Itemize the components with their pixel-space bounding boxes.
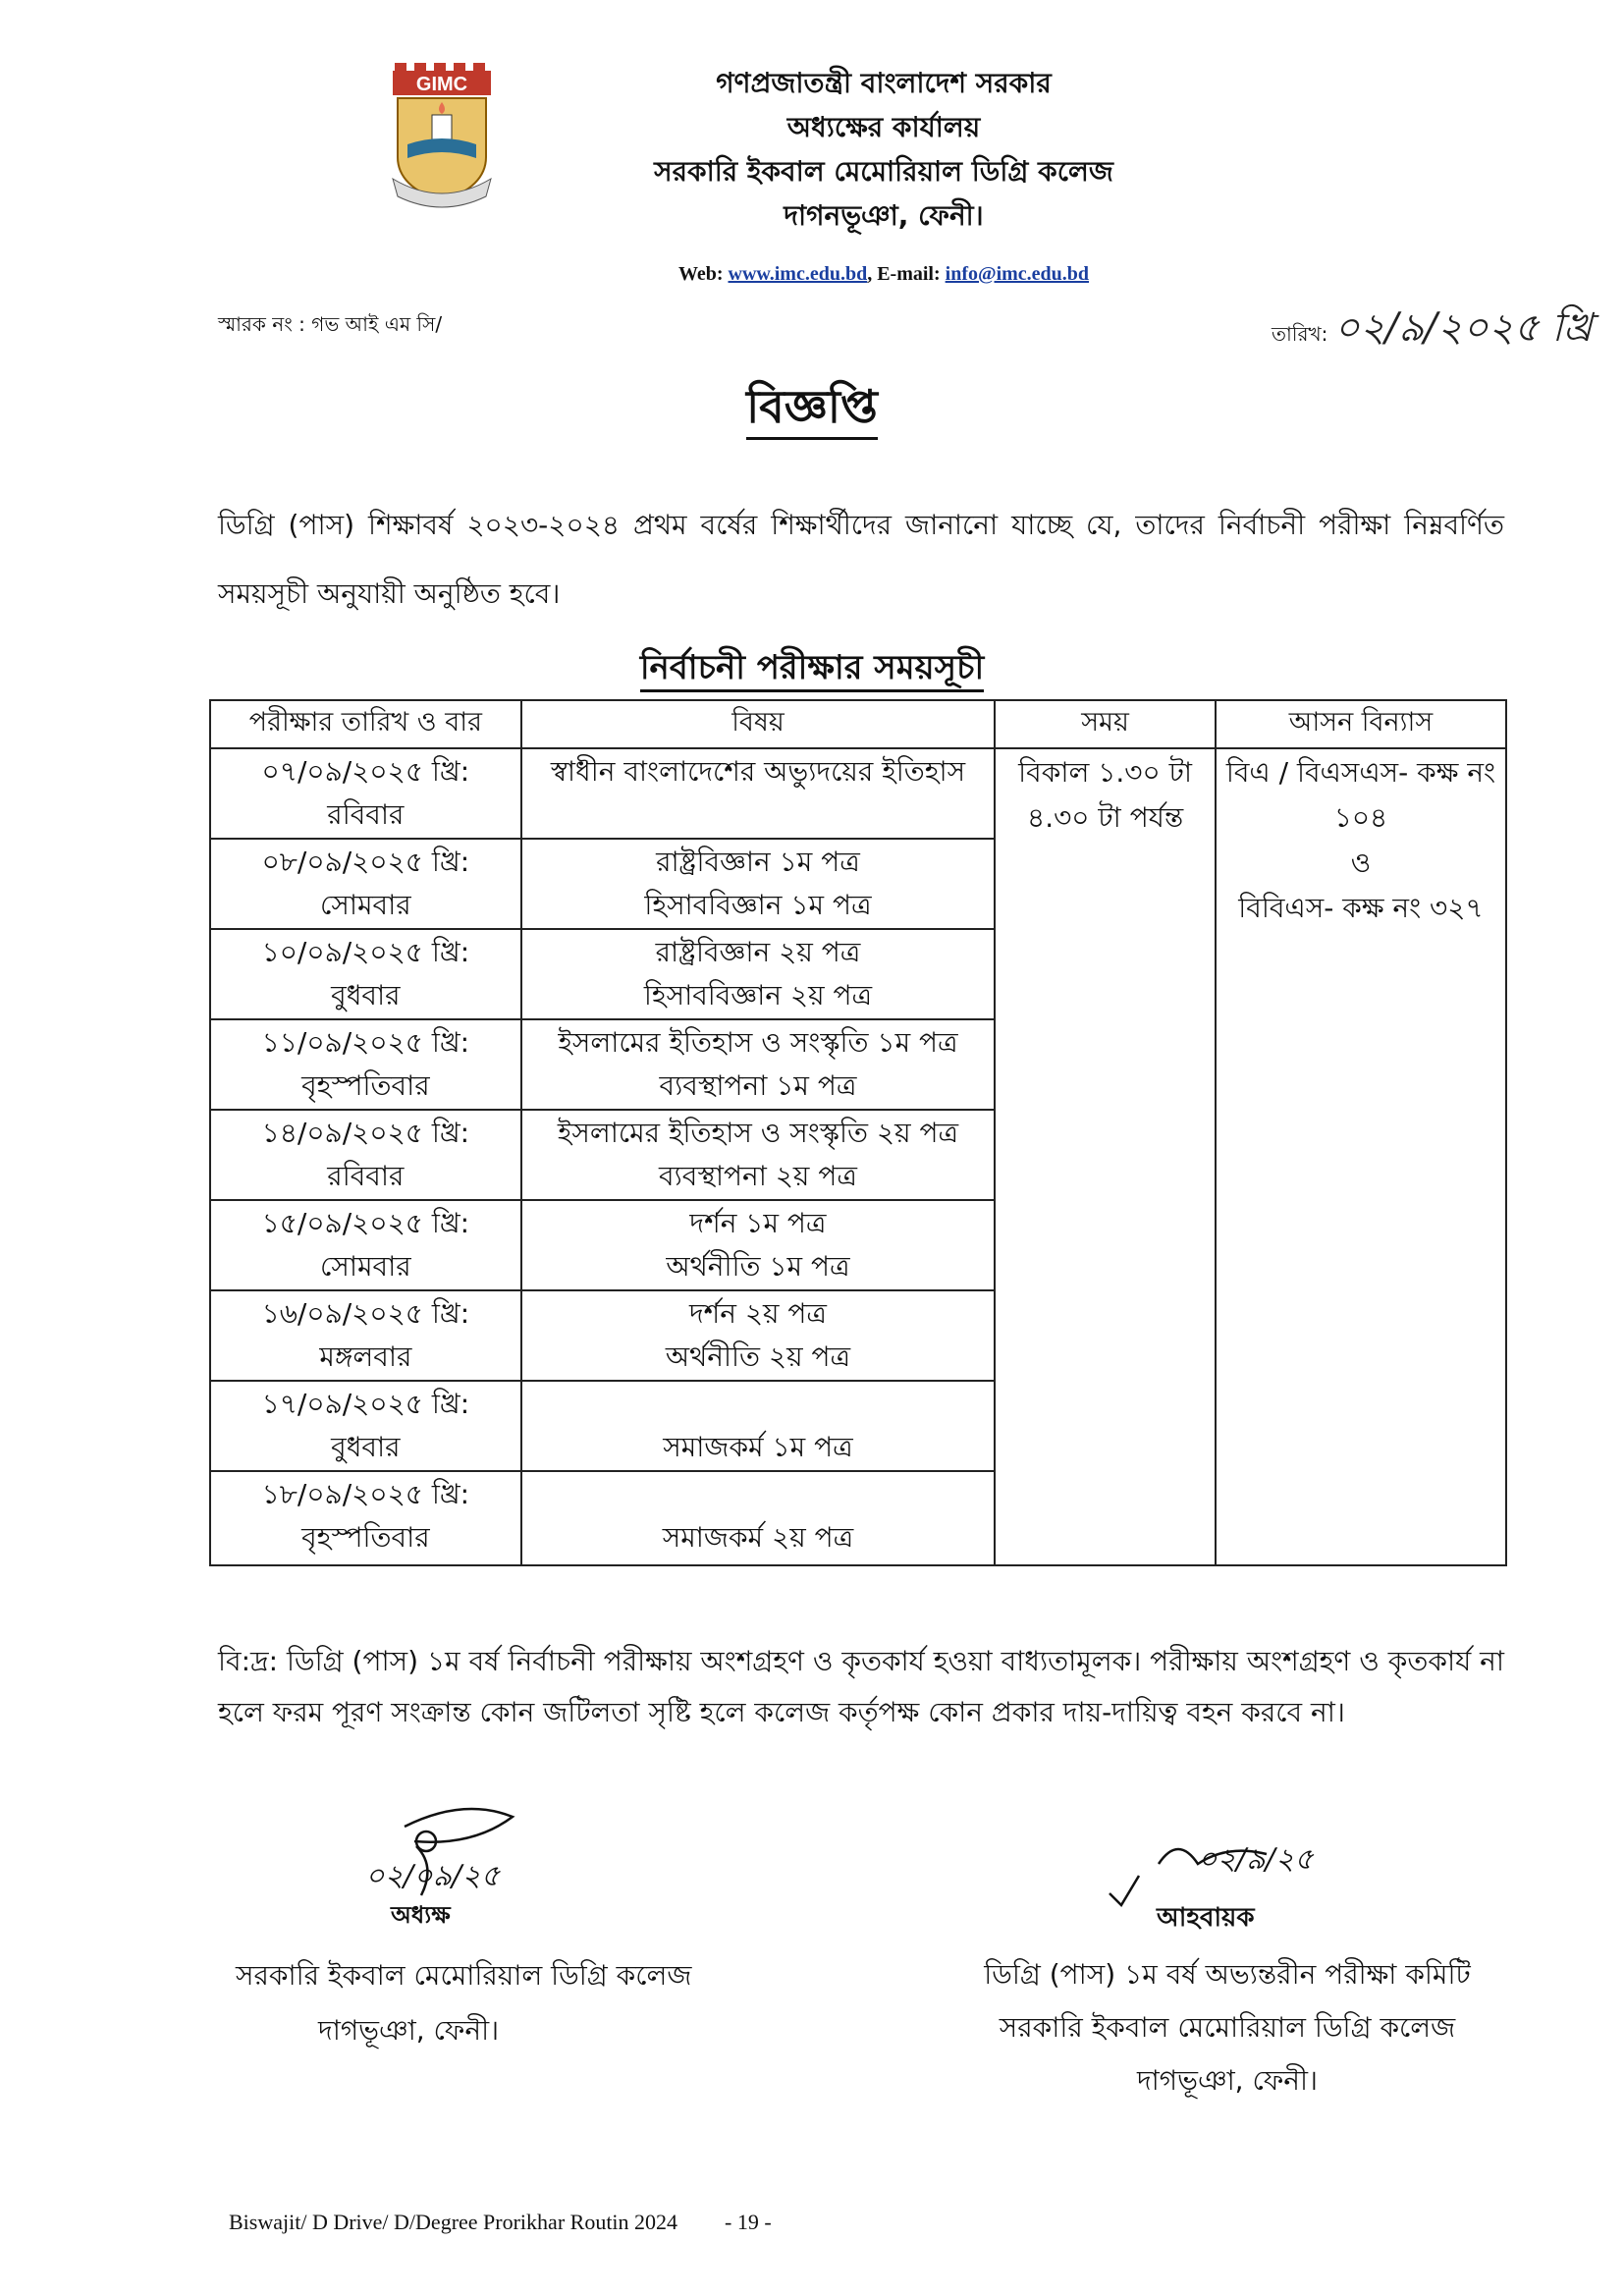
logo-text: GIMC bbox=[415, 74, 468, 95]
date-cell bbox=[210, 1381, 521, 1471]
header-date: পরীক্ষার তারিখ ও বার bbox=[210, 700, 521, 748]
subject-primary: রাষ্ট্রবিজ্ঞান ১ম পত্র bbox=[656, 846, 860, 878]
subject-cell bbox=[521, 1471, 996, 1565]
subject-cell bbox=[521, 1019, 996, 1110]
table-row bbox=[210, 748, 1506, 839]
exam-day: সোমবার bbox=[320, 1250, 411, 1283]
schedule-title: নির্বাচনী পরীক্ষার সময়সূচী bbox=[640, 648, 984, 692]
left-signature-date: ০২/০৯/২৫ bbox=[365, 1859, 501, 1893]
memo-reference: স্মারক নং : গভ আই এম সি/ bbox=[218, 312, 443, 336]
subject-primary: স্বাধীন বাংলাদেশের অভ্যুদয়ের ইতিহাস bbox=[550, 755, 966, 788]
subject-cell bbox=[521, 748, 996, 839]
subject-primary bbox=[523, 1383, 994, 1426]
subject-cell bbox=[521, 1200, 996, 1290]
letterhead bbox=[550, 61, 1218, 238]
subject-secondary: ব্যবস্থাপনা ১ম পত্র bbox=[659, 1069, 857, 1102]
convener-role: আহবায়ক bbox=[1157, 1903, 1255, 1933]
table-header-row bbox=[210, 700, 1506, 748]
date-cell bbox=[210, 1471, 521, 1565]
email-label: , E-mail: bbox=[867, 263, 941, 285]
notice-title: বিজ্ঞপ্তি bbox=[746, 380, 878, 440]
exam-date: ০৭/০৯/২০২৫ খ্রি: bbox=[261, 755, 470, 788]
seat-cell bbox=[1216, 748, 1506, 1565]
subject-primary: রাষ্ট্রবিজ্ঞান ২য় পত্র bbox=[655, 936, 861, 968]
exam-date: ১৫/০৯/২০২৫ খ্রি: bbox=[261, 1207, 470, 1239]
office-line: অধ্যক্ষের কার্যালয় bbox=[786, 111, 981, 143]
convener-committee: ডিগ্রি (পাস) ১ম বর্ষ অভ্যন্তরীন পরীক্ষা কমিটি bbox=[984, 1958, 1471, 1991]
govt-line: গণপ্রজাতন্ত্রী বাংলাদেশ সরকার bbox=[716, 67, 1052, 99]
exam-day: বৃহস্পতিবার bbox=[301, 1521, 430, 1554]
subject-cell bbox=[521, 929, 996, 1019]
subject-secondary: সমাজকর্ম ২য় পত্র bbox=[662, 1521, 854, 1554]
subject-secondary: হিসাববিজ্ঞান ১ম পত্র bbox=[644, 889, 872, 921]
time-cell bbox=[995, 748, 1216, 1565]
convener-college: সরকারি ইকবাল মেমোরিয়াল ডিগ্রি কলেজ bbox=[999, 2011, 1456, 2044]
subject-cell bbox=[521, 1110, 996, 1200]
exam-date: ০৮/০৯/২০২৫ খ্রি: bbox=[261, 846, 470, 878]
subject-secondary: অর্থনীতি ১ম পত্র bbox=[666, 1250, 850, 1283]
exam-day: মঙ্গলবার bbox=[319, 1340, 412, 1373]
subject-cell bbox=[521, 839, 996, 929]
college-name: সরকারি ইকবাল মেমোরিয়াল ডিগ্রি কলেজ bbox=[654, 155, 1113, 188]
footer-path: Biswajit/ D Drive/ D/Degree Prorikhar Routin 2024 bbox=[229, 2210, 678, 2234]
exam-day: বৃহস্পতিবার bbox=[301, 1069, 430, 1102]
subject-primary: দর্শন ১ম পত্র bbox=[689, 1207, 827, 1239]
subject-primary bbox=[523, 1473, 994, 1516]
header-subject: বিষয় bbox=[521, 700, 996, 748]
date-label: তারিখ: bbox=[1272, 322, 1328, 346]
exam-date: ১০/০৯/২০২৫ খ্রি: bbox=[261, 936, 470, 968]
exam-date: ১১/০৯/২০২৫ খ্রি: bbox=[261, 1026, 470, 1059]
subject-secondary: অর্থনীতি ২য় পত্র bbox=[665, 1340, 851, 1373]
date-cell bbox=[210, 1290, 521, 1381]
schedule-title-wrap bbox=[0, 642, 1624, 698]
subject-cell bbox=[521, 1290, 996, 1381]
principal-location: দাগভূঞা, ফেনী। bbox=[318, 2014, 500, 2047]
right-signature-date: ০২/৯/২৫ bbox=[1198, 1842, 1314, 1877]
email-link[interactable]: info@imc.edu.bd bbox=[945, 263, 1090, 285]
principal-signature bbox=[355, 1787, 571, 1915]
exam-day: রবিবার bbox=[327, 798, 405, 831]
college-logo bbox=[383, 61, 501, 218]
date-value: ০২/৯/২০২৫ খ্রি bbox=[1333, 305, 1593, 351]
principal-college: সরকারি ইকবাল মেমোরিয়াল ডিগ্রি কলেজ bbox=[236, 1959, 692, 1992]
subject-secondary: সমাজকর্ম ১ম পত্র bbox=[663, 1431, 853, 1463]
time-end: ৪.৩০ টা পর্যন্ত bbox=[1027, 801, 1184, 834]
convener-block bbox=[952, 1948, 1502, 2107]
contact-line bbox=[550, 263, 1218, 286]
time-start: বিকাল ১.৩০ টা bbox=[1018, 756, 1192, 789]
date-cell bbox=[210, 929, 521, 1019]
web-label: Web: bbox=[677, 263, 724, 285]
subject-cell bbox=[521, 1381, 996, 1471]
subject-secondary: হিসাববিজ্ঞান ২য় পত্র bbox=[643, 979, 873, 1011]
intro-paragraph: ডিগ্রি (পাস) শিক্ষাবর্ষ ২০২৩-২০২৪ প্রথম বর্ষের শিক্ষার্থীদের জানানো যাচ্ছে যে, তাদের নির্বাচনী পরীক্ষা নিম্নবর্ণিত সময়সূচী অনুযায়ী অনুষ্ঠিত হবে। bbox=[218, 509, 1504, 610]
exam-date: ১৭/০৯/২০২৫ খ্রি: bbox=[261, 1388, 470, 1420]
subject-primary: দর্শন ২য় পত্র bbox=[688, 1297, 828, 1330]
exam-day: সোমবার bbox=[320, 889, 411, 921]
schedule-table bbox=[209, 699, 1507, 1566]
header-time: সময় bbox=[995, 700, 1216, 748]
principal-block bbox=[236, 1948, 691, 2058]
subject-primary: ইসলামের ইতিহাস ও সংস্কৃতি ২য় পত্র bbox=[557, 1117, 959, 1149]
seat-ba: বিএ / বিএসএস- কক্ষ নং ১০৪ bbox=[1225, 756, 1496, 834]
seat-and: ও bbox=[1350, 847, 1372, 879]
college-location: দাগনভূঞা, ফেনী। bbox=[784, 199, 984, 232]
note-paragraph: বি:দ্র: ডিগ্রি (পাস) ১ম বর্ষ নির্বাচনী পরীক্ষায় অংশগ্রহণ ও কৃতকার্য হওয়া বাধ্যতামূলক। পরীক্ষায় অংশগ্রহণ ও কৃতকার্য না হলে ফরম পূরণ সংক্রান্ত কোন জটিলতা সৃষ্টি হলে কলেজ কর্তৃপক্ষ কোন প্রকার দায়-দায়িত্ব বহন করবে না। bbox=[218, 1645, 1504, 1728]
header-seat: আসন বিন্যাস bbox=[1216, 700, 1506, 748]
exam-day: রবিবার bbox=[327, 1160, 405, 1192]
principal-role: অধ্যক্ষ bbox=[391, 1901, 451, 1929]
website-link[interactable]: www.imc.edu.bd bbox=[728, 263, 868, 285]
exam-date: ১৬/০৯/২০২৫ খ্রি: bbox=[261, 1297, 470, 1330]
date-cell bbox=[210, 1019, 521, 1110]
seat-bbs: বিবিএস- কক্ষ নং ৩২৭ bbox=[1238, 892, 1484, 924]
date-cell bbox=[210, 748, 521, 839]
date-cell bbox=[210, 1200, 521, 1290]
subject-secondary: ব্যবস্থাপনা ২য় পত্র bbox=[659, 1160, 857, 1192]
date-cell bbox=[210, 839, 521, 929]
subject-primary: ইসলামের ইতিহাস ও সংস্কৃতি ১ম পত্র bbox=[558, 1026, 958, 1059]
exam-date: ১৮/০৯/২০২৫ খ্রি: bbox=[261, 1478, 470, 1510]
notice-title-wrap bbox=[0, 373, 1624, 448]
exam-day: বুধবার bbox=[331, 1431, 401, 1463]
exam-date: ১৪/০৯/২০২৫ খ্রি: bbox=[261, 1117, 470, 1149]
memo-date bbox=[1272, 297, 1593, 362]
date-cell bbox=[210, 1110, 521, 1200]
footer bbox=[229, 2210, 772, 2235]
convener-location: দাগভূঞা, ফেনী। bbox=[1136, 2064, 1319, 2097]
exam-day: বুধবার bbox=[331, 979, 401, 1011]
page-number: - 19 - bbox=[725, 2210, 772, 2234]
